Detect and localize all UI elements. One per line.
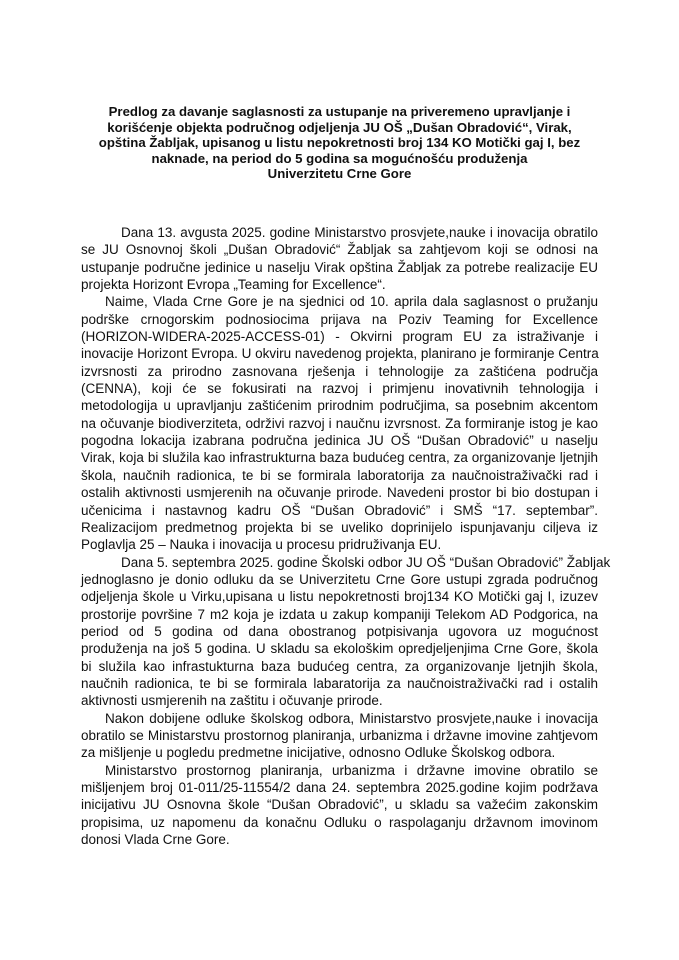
text-line: period od 5 godina od dana obostranog potpisivanja ugovora uz mogućnost — [81, 623, 598, 639]
text-line: Virak, koja bi služila kao infrastrukturna baza budućeg centra, za organizovanje ljetnjih — [81, 450, 598, 466]
text-line: učenicima i nastavnog kadru OŠ “Dušan Obradović” i SMŠ “17. septembar”. — [81, 502, 598, 518]
text-line: Naime, Vlada Crne Gore je na sjednici od 10. aprila dala saglasnost o pružanju — [105, 294, 598, 310]
text-line: ustupanje područne jedinice u naselju Virak opština Žabljak za potrebe realizacije EU — [81, 259, 598, 275]
text-line: aktivnosti usmjerenih na zaštitu i očuvanje prirode. — [81, 693, 383, 709]
text-line: produženja na još 5 godina. U skladu sa ekološkim opredjeljenjima Crne Gore, škola — [81, 641, 598, 657]
text-line: bi služila kao infrastukturna baza budućeg centra, za organizovanje ljetnjih škola, — [81, 658, 598, 674]
text-line: podrške crnogorskim podnosiocima prijava na Poziv Teaming for Excellence — [81, 311, 598, 327]
text-line: propisima, uz napomenu da konačnu Odluku o raspolaganju državnom imovinom — [81, 814, 598, 830]
text-line: projekta Horizont Evropa „Teaming for Excellence“. — [81, 277, 386, 293]
text-line: Ministarstvo prostornog planiranja, urbanizma i državne imovine obratilo se — [105, 762, 598, 778]
text-line: donosi Vlada Crne Gore. — [81, 832, 230, 848]
text-line: mišljenjem broj 01-011/25-11554/2 dana 24. septembra 2025.godine kojim podržava — [81, 780, 598, 795]
title-line: korišćenje objekta područnog odjeljenja JU OŠ „Dušan Obradović“, Virak, — [107, 119, 572, 135]
paragraph-ministry-opinion — [81, 762, 598, 849]
text-line: na očuvanje biodiverziteta, održivi razvoj i naučnu izvrsnost. Za formiranje istog je kao — [81, 415, 598, 431]
paragraph-background — [81, 293, 598, 553]
document-title — [86, 104, 593, 182]
text-line: (HORIZON-WIDERA-2025-ACCESS-01) - Okvirni program EU za istraživanje i — [81, 329, 598, 345]
text-line: jednoglasno je donio odluku da se Univerzitetu Crne Gore ustupi zgrada područnog — [81, 571, 598, 587]
text-line: Realizacijom predmetnog projekta bi se uveliko doprinijelo ispunjavanju ciljeva iz — [81, 519, 598, 535]
text-line: Dana 13. avgusta 2025. godine Ministarstvo prosvjete,nauke i inovacija obratilo — [121, 225, 598, 240]
text-line: za mišljenje u pogledu predmetne inicijative, odnosno Odluke Školskog odbora. — [81, 745, 556, 761]
text-line: naučnih radionica, te bi se formirala labaratorija za naučnoistraživački rad i ostalih — [81, 675, 598, 691]
paragraph-request — [81, 224, 598, 293]
document-body — [81, 224, 611, 848]
text-line: Nakon dobijene odluke školskog odbora, Ministarstvo prosvjete,nauke i inovacija — [105, 710, 598, 726]
text-line: ostalih aktivnosti usmjerenih na očuvanje prirode. Navedeni prostor bi bio dostupan i — [81, 485, 598, 501]
text-line: izvrsnosti za prirodno zasnovana rješenja i tehnologije za zaštićena područja — [81, 363, 598, 379]
text-line: škola, naučnih radionica, te bi se formirala laboratorija za naučnoistraživački rad i — [81, 467, 598, 483]
text-line: prostorije površine 7 m2 koja je izdata u zakup kompaniji Telekom AD Podgorica, na — [81, 606, 598, 622]
title-line: naknade, na period do 5 godina sa mogućnošću produženja — [151, 150, 528, 166]
text-line: Poglavlja 25 – Nauka i inovacija u procesu pridruživanja EU. — [81, 537, 442, 553]
text-line: metodologija u upravljanju zaštićenim prirodnim područjima, sa posebnim akcentom — [81, 398, 598, 414]
paragraph-ministry-request — [81, 710, 598, 762]
text-line: se JU Osnovnoj školi „Dušan Obradović“ Žabljak sa zahtjevom koji se odnosi na — [81, 242, 598, 258]
text-line: pogodna lokacija izabrana područna jedinica JU OŠ “Dušan Obradović” u naselju — [81, 433, 598, 449]
text-line: odjeljenja škole u Virku,upisana u listu nepokretnosti broj134 KO Motički gaj I, izuzev — [81, 589, 598, 605]
text-line: (CENNA), koji će se fokusirati na razvoj i primjenu inovativnih tehnologija i — [81, 381, 598, 397]
title-line: Predlog za davanje saglasnosti za ustupanje na priveremeno upravljanje i — [108, 104, 571, 119]
title-line: Univerzitetu Crne Gore — [267, 166, 412, 182]
text-line: Dana 5. septembra 2025. godine Školski odbor JU OŠ “Dušan Obradović” Žabljak — [121, 554, 611, 570]
text-line: inicijativu JU Osnovna škole “Dušan Obradović”, u skladu sa važećim zakonskim — [81, 797, 598, 813]
title-line: opština Žabljak, upisanog u listu nepokretnosti broj 134 KO Motički gaj I, bez — [98, 135, 581, 151]
text-line: obratilo se Ministarstvu prostornog planiranja, urbanizma i državne imovine zahtjevom — [81, 727, 598, 743]
text-line: inovacije Horizont Evropa. U okviru navedenog projekta, planirano je formiranje Centra — [81, 346, 599, 362]
paragraph-school-board — [81, 554, 611, 710]
